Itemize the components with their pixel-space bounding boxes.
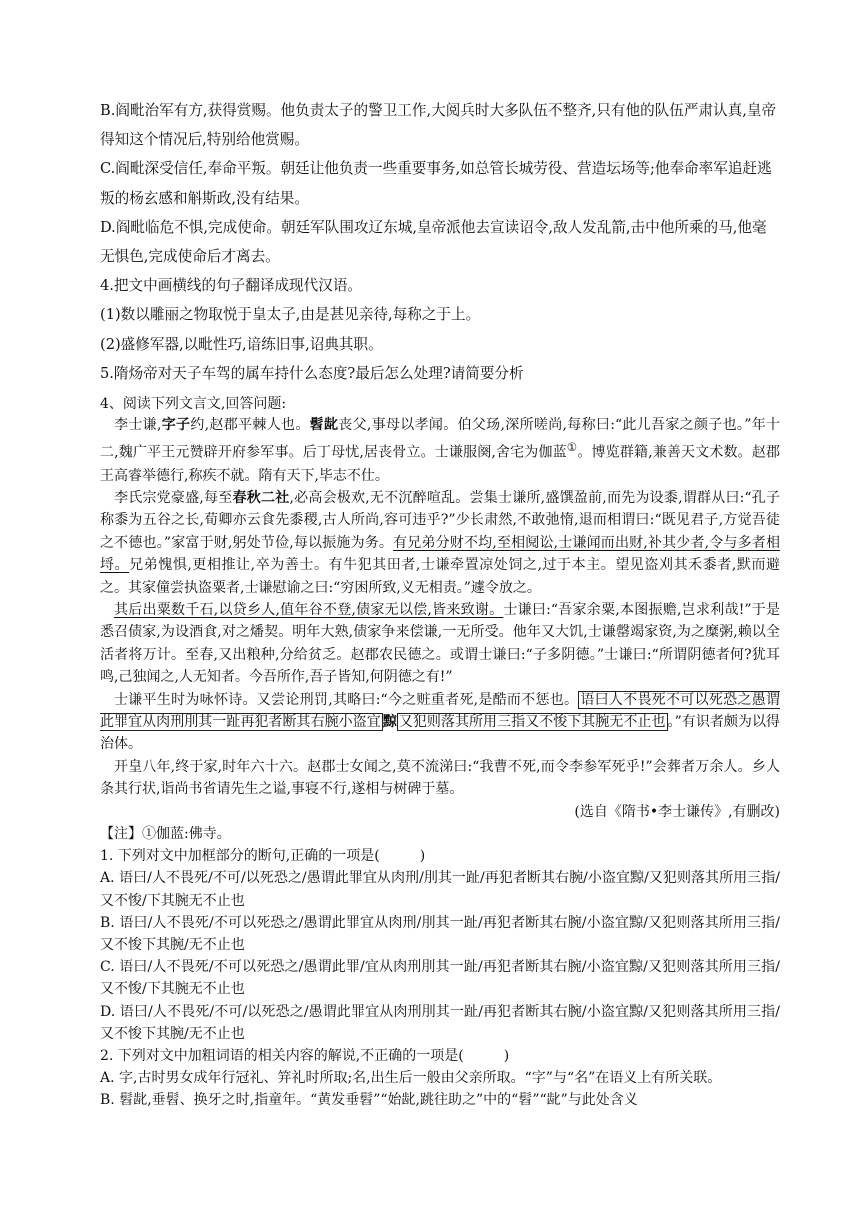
text-span: 丧父,事母以孝闻。伯父玚,深所嗟尚,每称曰:“此儿吾家之颜子也。”年十二,魏广平王元赞辟开府参军事。后丁母忧,居丧骨立。士谦服阕,舍宅为伽蓝 — [100, 417, 781, 462]
question-1-option-a: A. 语曰/人不畏死/不可/以死恐之/愚谓此罪宜从肉刑/刖其一趾/再犯者断其右腕/小盗宜黥/又犯则落其所用三指/又不悛/下其腕无不止也 — [100, 870, 780, 909]
question-2-option-a: A. 字,古时男女成年行冠礼、笄礼时所取;名,出生后一般由父亲所取。“字”与“名”在语义上有所关联。 — [100, 1070, 722, 1087]
question-1-option-c: C. 语曰/人不畏死/不可以死恐之/愚谓此罪/宜从肉刑刖其一趾/再犯者断其右腕/小盗宜黥/又犯则落其所用三指/又不悛/下其腕无不止也 — [100, 959, 780, 998]
footnote: 【注】①伽蓝:佛寺。 — [100, 826, 231, 842]
question-5: 5.隋炀帝对天子车驾的属车持什么态度?最后怎么处理?请简要分析 — [100, 364, 524, 382]
text-span: 黥 — [382, 713, 397, 730]
text-span: 李氏宗党豪盛,每至 — [114, 489, 233, 506]
text-span: 兄弟愧惧,更相推让,卒为善士。有牛犯其田者,士谦牵置凉处饲之,过于本主。望见盗刈其禾黍者,默而避之。其家僮尝执盗粟者,士谦慰谕之曰:“穷困所致,义无相责。”遽令放之。 — [100, 557, 781, 596]
question-2-option-b: B. 髫龀,垂髫、换牙之时,指童年。“黄发垂髫”“始龀,跳往助之”中的“髫”“龀”与此处含义 — [100, 1092, 638, 1109]
source-citation: (选自《隋书•李士谦传》,有删改) — [574, 803, 780, 820]
text-span: 。博览群籍,兼善天文术数。赵郡王高睿举德行,称疾不就。隋有天下,毕志不仕。 — [100, 445, 780, 484]
text-span: 士谦曰:“吾家余粟,本图振赡,岂求利哉!”于是悉召债家,为设酒食,对之燔契。明年大熟,债家争来偿谦,一无所受。他年又大饥,士谦罄竭家资,为之糜粥,赖以全活者将万计。至春,又出粮种,分给贫乏。赵郡农民德之。或谓士谦曰:“子多阴德。”士谦曰:“所谓阴德者何?犹耳鸣,己独闻之,人无知者。今吾所作,吾子皆知,何阴德之有!” — [100, 601, 780, 686]
bold-term-zi: 字子 — [161, 417, 191, 434]
passage-paragraph-2 — [100, 487, 780, 599]
text-span: ) — [503, 1048, 510, 1065]
bold-term-tiaochen: 髫龀 — [309, 417, 339, 434]
question-4-1: (1)数以雕丽之物取悦于皇太子,由是甚见亲待,每称之于上。 — [100, 306, 481, 324]
underlined-sentence-1: 有兄弟分财不均,至相阋讼,士谦闻而出财,补其少者,令与多者相埒。 — [100, 534, 780, 574]
boxed-passage-1: 语曰人不畏死不可以死恐之愚谓此罪宜从肉刑刖其一趾再犯者断其右腕小盗宜 — [100, 691, 780, 730]
question-4: 4.把文中画横线的句子翻译成现代汉语。 — [100, 277, 363, 295]
question-2 — [100, 1045, 780, 1067]
footnote-mark: ① — [566, 440, 578, 455]
text-span: ) — [419, 848, 426, 865]
text-span: 约,赵郡平棘人也。 — [190, 417, 310, 434]
option-b: B.阎毗治军有方,获得赏赐。他负责太子的警卫工作,大阅兵时大多队伍不整齐,只有他的队伍严肃认真,皇帝得知这个情况后,特别给他赏赐。 — [100, 102, 777, 149]
text-span: 李士谦, — [114, 417, 162, 434]
document-page — [100, 96, 780, 1112]
text-span: 2. 下列对文中加粗词语的相关内容的解说,不正确的一项是( — [100, 1048, 464, 1065]
bold-term-chunqiu: 春秋二社 — [232, 489, 290, 506]
question-4-2: (2)盛修军器,以毗性巧,谙练旧事,诏典其职。 — [100, 335, 383, 353]
text-span: 士谦平生时为咏怀诗。又尝论刑罚,其略曰:“今之赃重者死,是酷而不惩也。 — [114, 691, 579, 708]
passage-paragraph-5: 开皇八年,终于家,时年六十六。赵郡士女闻之,莫不流涕曰:“我曹不死,而令李参军死乎!”会葬者万余人。乡人条其行状,诣尚书省请先生之谥,事寝不行,遂相与树碑于墓。 — [100, 758, 780, 798]
text-span: ,必高会极欢,无不沉醉喧乱。尝集士谦所,盛馔盈前,而先为设黍,谓群从曰:“孔子称黍为五谷之长,荀卿亦云食先黍稷,古人所尚,容可违乎?”少长肃然,不敢弛惰,退而相谓曰:“既见君子,方觉吾徒之不德也。”家富于财,躬处节俭,每以振施为务。 — [100, 489, 781, 551]
section-title: 4、阅读下列文言文,回答问题: — [100, 396, 287, 413]
passage-section — [100, 394, 780, 1112]
passage-paragraph-1 — [100, 414, 780, 487]
text-span: 。”有识者颇为以得治体。 — [100, 713, 781, 753]
passage-paragraph-3 — [100, 599, 780, 689]
boxed-passage-2: 又犯则落其所用三指又不悛下其腕无不止也 — [398, 713, 666, 730]
option-d: D.阎毗临危不惧,完成使命。朝廷军队围攻辽东城,皇帝派他去宣读诏令,敌人发乱箭,击中他所乘的马,他毫无惧色,完成使命后才离去。 — [100, 218, 767, 266]
question-1-option-d: D. 语曰/人不畏死/不可/以死恐之/愚谓此罪宜从肉刑刖其一趾/再犯者断其右腕/小盗宜黥/又犯则落其所用三指/又不悛下其腕/无不止也 — [100, 1003, 780, 1042]
passage-paragraph-4 — [100, 689, 780, 756]
option-c: C.阎毗深受信任,奉命平叛。朝廷让他负责一些重要事务,如总管长城劳役、营造坛场等;他奉命率军追赶逃叛的杨玄感和斛斯政,没有结果。 — [100, 160, 772, 207]
text-span: 1. 下列对文中加框部分的断句,正确的一项是( — [100, 848, 380, 865]
underlined-sentence-2: 其后出粟数千石,以贷乡人,值年谷不登,债家无以偿,皆来致谢。 — [114, 601, 504, 618]
question-1 — [100, 845, 780, 867]
question-1-option-b: B. 语曰/人不畏死/不可以死恐之/愚谓此罪宜从肉刑/刖其一趾/再犯者断其右腕/小盗宜黥/又犯则落其所用三指/又不悛下其腕/无不止也 — [100, 914, 780, 954]
